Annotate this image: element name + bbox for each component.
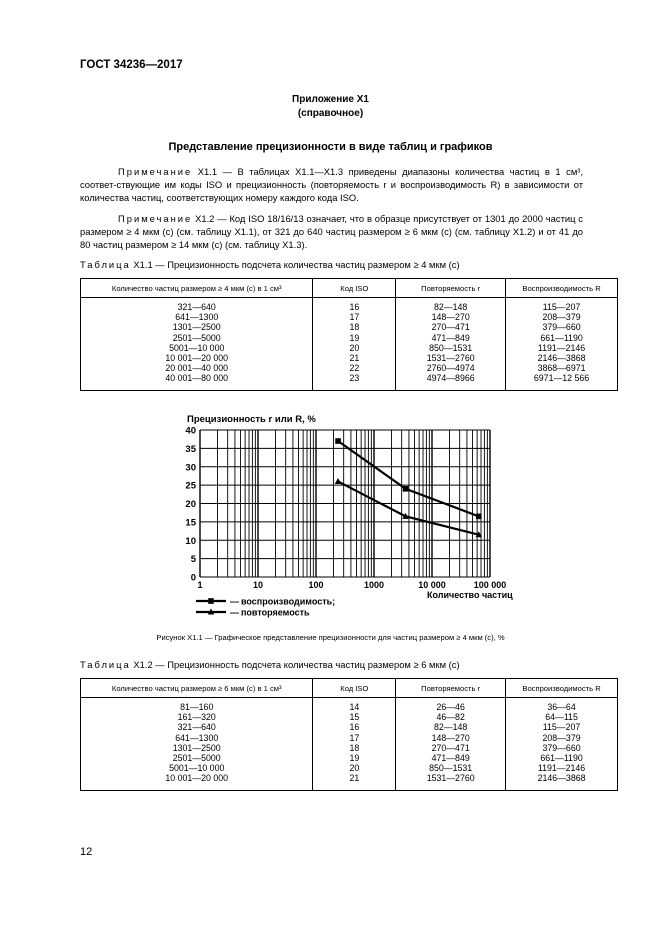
table-cell: 3868—6971 <box>506 363 618 373</box>
table2-header-row <box>81 679 618 698</box>
table2-caption-text: X1.2 — Прецизионность подсчета количества частиц размером ≥ 6 мкм (с) <box>130 659 460 670</box>
note-1 <box>80 165 583 204</box>
x-tick-label: 100 000 <box>473 580 507 590</box>
table-cell: 40 001—80 000 <box>81 373 313 390</box>
x-axis-title: Количество частиц <box>427 590 513 600</box>
table-cell: 661—1190 <box>506 753 618 763</box>
table1-header-cell: Воспроизводимость R <box>506 279 618 298</box>
y-tick-label: 40 <box>185 425 196 437</box>
table2-header-cell: Количество частиц размером ≥ 6 мкм (с) в 1 см³ <box>81 679 313 698</box>
legend-dash: — <box>230 607 239 618</box>
table-row <box>81 373 618 390</box>
y-tick-label: 10 <box>185 535 196 547</box>
table-cell: 46—82 <box>396 712 506 722</box>
figure-caption: Рисунок Х1.1 — Графическое представление прецизионности для частиц размером ≥ 4 мкм (с), % <box>156 633 505 642</box>
note-1-label: Примечание <box>118 166 193 177</box>
table2-header-cell: Код ISO <box>313 679 396 698</box>
table-cell: 471—849 <box>396 753 506 763</box>
legend-square-icon <box>208 598 214 604</box>
page-number: 12 <box>80 846 93 858</box>
table-cell: 20 <box>313 343 396 353</box>
table-cell: 641—1300 <box>81 312 313 322</box>
table-cell: 2501—5000 <box>81 753 313 763</box>
table1-caption-text: X1.1 — Прецизионность подсчета количества частиц размером ≥ 4 мкм (с) <box>130 259 460 270</box>
table-cell: 18 <box>313 322 396 332</box>
note-2 <box>80 212 583 251</box>
table-row <box>81 722 618 732</box>
x-tick-label: 1 <box>197 580 203 590</box>
table-row <box>81 333 618 343</box>
table-cell: 17 <box>313 312 396 322</box>
table-cell: 161—320 <box>81 712 313 722</box>
table-cell: 321—640 <box>81 298 313 313</box>
table-cell: 14 <box>313 698 396 713</box>
table-cell: 661—1190 <box>506 333 618 343</box>
table-cell: 20 001—40 000 <box>81 363 313 373</box>
note-2-label: Примечание <box>118 213 193 224</box>
table-row <box>81 712 618 722</box>
table-cell: 379—660 <box>506 322 618 332</box>
data-point-square <box>403 486 409 492</box>
table2-body <box>81 698 618 791</box>
table1-header-cell: Количество частиц размером ≥ 4 мкм (с) в 1 см³ <box>81 279 313 298</box>
table-cell: 208—379 <box>506 733 618 743</box>
appendix-subtitle: (справочное) <box>297 108 364 119</box>
x-tick-label: 1000 <box>363 580 385 590</box>
table-cell: 270—471 <box>396 322 506 332</box>
table-cell: 208—379 <box>506 312 618 322</box>
table-cell: 148—270 <box>396 733 506 743</box>
table-cell: 2146—3868 <box>506 773 618 790</box>
table-cell: 82—148 <box>396 298 506 313</box>
table-cell: 22 <box>313 363 396 373</box>
table-row <box>81 312 618 322</box>
table1-header-row <box>81 279 618 298</box>
table2-header-cell: Повторяемость r <box>396 679 506 698</box>
y-tick-label: 35 <box>185 443 196 455</box>
table-cell: 19 <box>313 333 396 343</box>
table2-caption-label: Таблица <box>80 659 131 670</box>
x-tick-label: 10 <box>252 580 264 590</box>
table-cell: 21 <box>313 773 396 790</box>
table-cell: 16 <box>313 722 396 732</box>
table-cell: 115—207 <box>506 722 618 732</box>
table-row <box>81 343 618 353</box>
table-cell: 1531—2760 <box>396 773 506 790</box>
table-cell: 2760—4974 <box>396 363 506 373</box>
table-cell: 23 <box>313 373 396 390</box>
table-cell: 5001—10 000 <box>81 343 313 353</box>
table-cell: 321—640 <box>81 722 313 732</box>
table-row <box>81 698 618 713</box>
legend-label: повторяемость <box>241 607 310 618</box>
table-cell: 36—64 <box>506 698 618 713</box>
table-row <box>81 743 618 753</box>
table-row <box>81 753 618 763</box>
table2-caption <box>80 659 460 670</box>
table-cell: 2501—5000 <box>81 333 313 343</box>
table-cell: 1301—2500 <box>81 743 313 753</box>
x-tick-label: 10 000 <box>418 580 446 590</box>
table-cell: 21 <box>313 353 396 363</box>
table-cell: 641—1300 <box>81 733 313 743</box>
y-axis-title: Прецизионность r или R, % <box>187 414 316 425</box>
table-cell: 6971—12 566 <box>506 373 618 390</box>
table-cell: 1301—2500 <box>81 322 313 332</box>
table2 <box>80 678 618 791</box>
document-header: ГОСТ 34236—2017 <box>80 59 183 71</box>
table1-header-cell: Код ISO <box>313 279 396 298</box>
table-row <box>81 733 618 743</box>
table-cell: 16 <box>313 298 396 313</box>
table-cell: 148—270 <box>396 312 506 322</box>
table-cell: 270—471 <box>396 743 506 753</box>
table-cell: 20 <box>313 763 396 773</box>
table-row <box>81 363 618 373</box>
table-cell: 1191—2146 <box>506 763 618 773</box>
y-tick-label: 20 <box>185 499 196 510</box>
table-cell: 2146—3868 <box>506 353 618 363</box>
table-cell: 471—849 <box>396 333 506 343</box>
table-cell: 4974—8966 <box>396 373 506 390</box>
note-2-text: X1.2 — Код ISO 18/16/13 означает, что в образце присутствует от 1301 до 2000 частиц с размером ≥ 4 мкм (с) (см. таблицу Х1.1), от 321 до 640 частиц размером ≥ 6 мкм (с) (см. таблицу Х1.2) и от 41 до 80 частиц размером ≥ 14 мкм (с) (см. таблицу Х1.3). <box>80 213 583 250</box>
data-point-square <box>476 514 482 520</box>
appendix-title: Приложение Х1 <box>292 94 369 105</box>
section-title: Представление прецизионности в виде таблиц и графиков <box>168 141 493 153</box>
y-tick-label: 0 <box>190 572 196 584</box>
data-point-triangle <box>335 478 342 484</box>
table1-caption <box>80 259 460 270</box>
table1-header-cell: Повторяемость r <box>396 279 506 298</box>
table-cell: 26—46 <box>396 698 506 713</box>
table-cell: 850—1531 <box>396 343 506 353</box>
table-cell: 5001—10 000 <box>81 763 313 773</box>
legend-dash: — <box>230 596 239 607</box>
table1-body <box>81 298 618 391</box>
chart-legend <box>196 597 335 618</box>
table-cell: 10 001—20 000 <box>81 773 313 790</box>
table-cell: 15 <box>313 712 396 722</box>
table1 <box>80 278 618 391</box>
table-cell: 81—160 <box>81 698 313 713</box>
series-line-reproducibility <box>338 441 479 516</box>
table-cell: 1191—2146 <box>506 343 618 353</box>
table1-caption-label: Таблица <box>80 259 131 270</box>
table-row <box>81 763 618 773</box>
table-cell: 10 001—20 000 <box>81 353 313 363</box>
y-tick-label: 5 <box>190 554 196 566</box>
table-cell: 17 <box>313 733 396 743</box>
x-tick-label: 100 <box>308 580 324 590</box>
table-cell: 1531—2760 <box>396 353 506 363</box>
y-tick-label: 15 <box>185 517 196 529</box>
table2-header-cell: Воспроизводимость R <box>506 679 618 698</box>
table-row <box>81 353 618 363</box>
precision-chart <box>0 405 661 630</box>
table-cell: 379—660 <box>506 743 618 753</box>
table-row <box>81 322 618 332</box>
y-tick-label: 25 <box>185 480 196 492</box>
note-1-text: X1.1 — В таблицах Х1.1—Х1.3 приведены диапазоны количества частиц в 1 см³, соответ-ствующие им коды ISO и прецизионность (повторяемость r и воспроизводимость R) в зависимости от количества частиц, соответствующих номеру каждого кода ISO. <box>80 166 583 203</box>
y-tick-label: 30 <box>185 462 196 474</box>
table-cell: 850—1531 <box>396 763 506 773</box>
table-cell: 82—148 <box>396 722 506 732</box>
table-cell: 19 <box>313 753 396 763</box>
legend-label: воспроизводимость; <box>241 596 336 607</box>
table-row <box>81 298 618 313</box>
table-cell: 115—207 <box>506 298 618 313</box>
table-cell: 64—115 <box>506 712 618 722</box>
table-row <box>81 773 618 790</box>
data-point-square <box>335 438 341 444</box>
table-cell: 18 <box>313 743 396 753</box>
